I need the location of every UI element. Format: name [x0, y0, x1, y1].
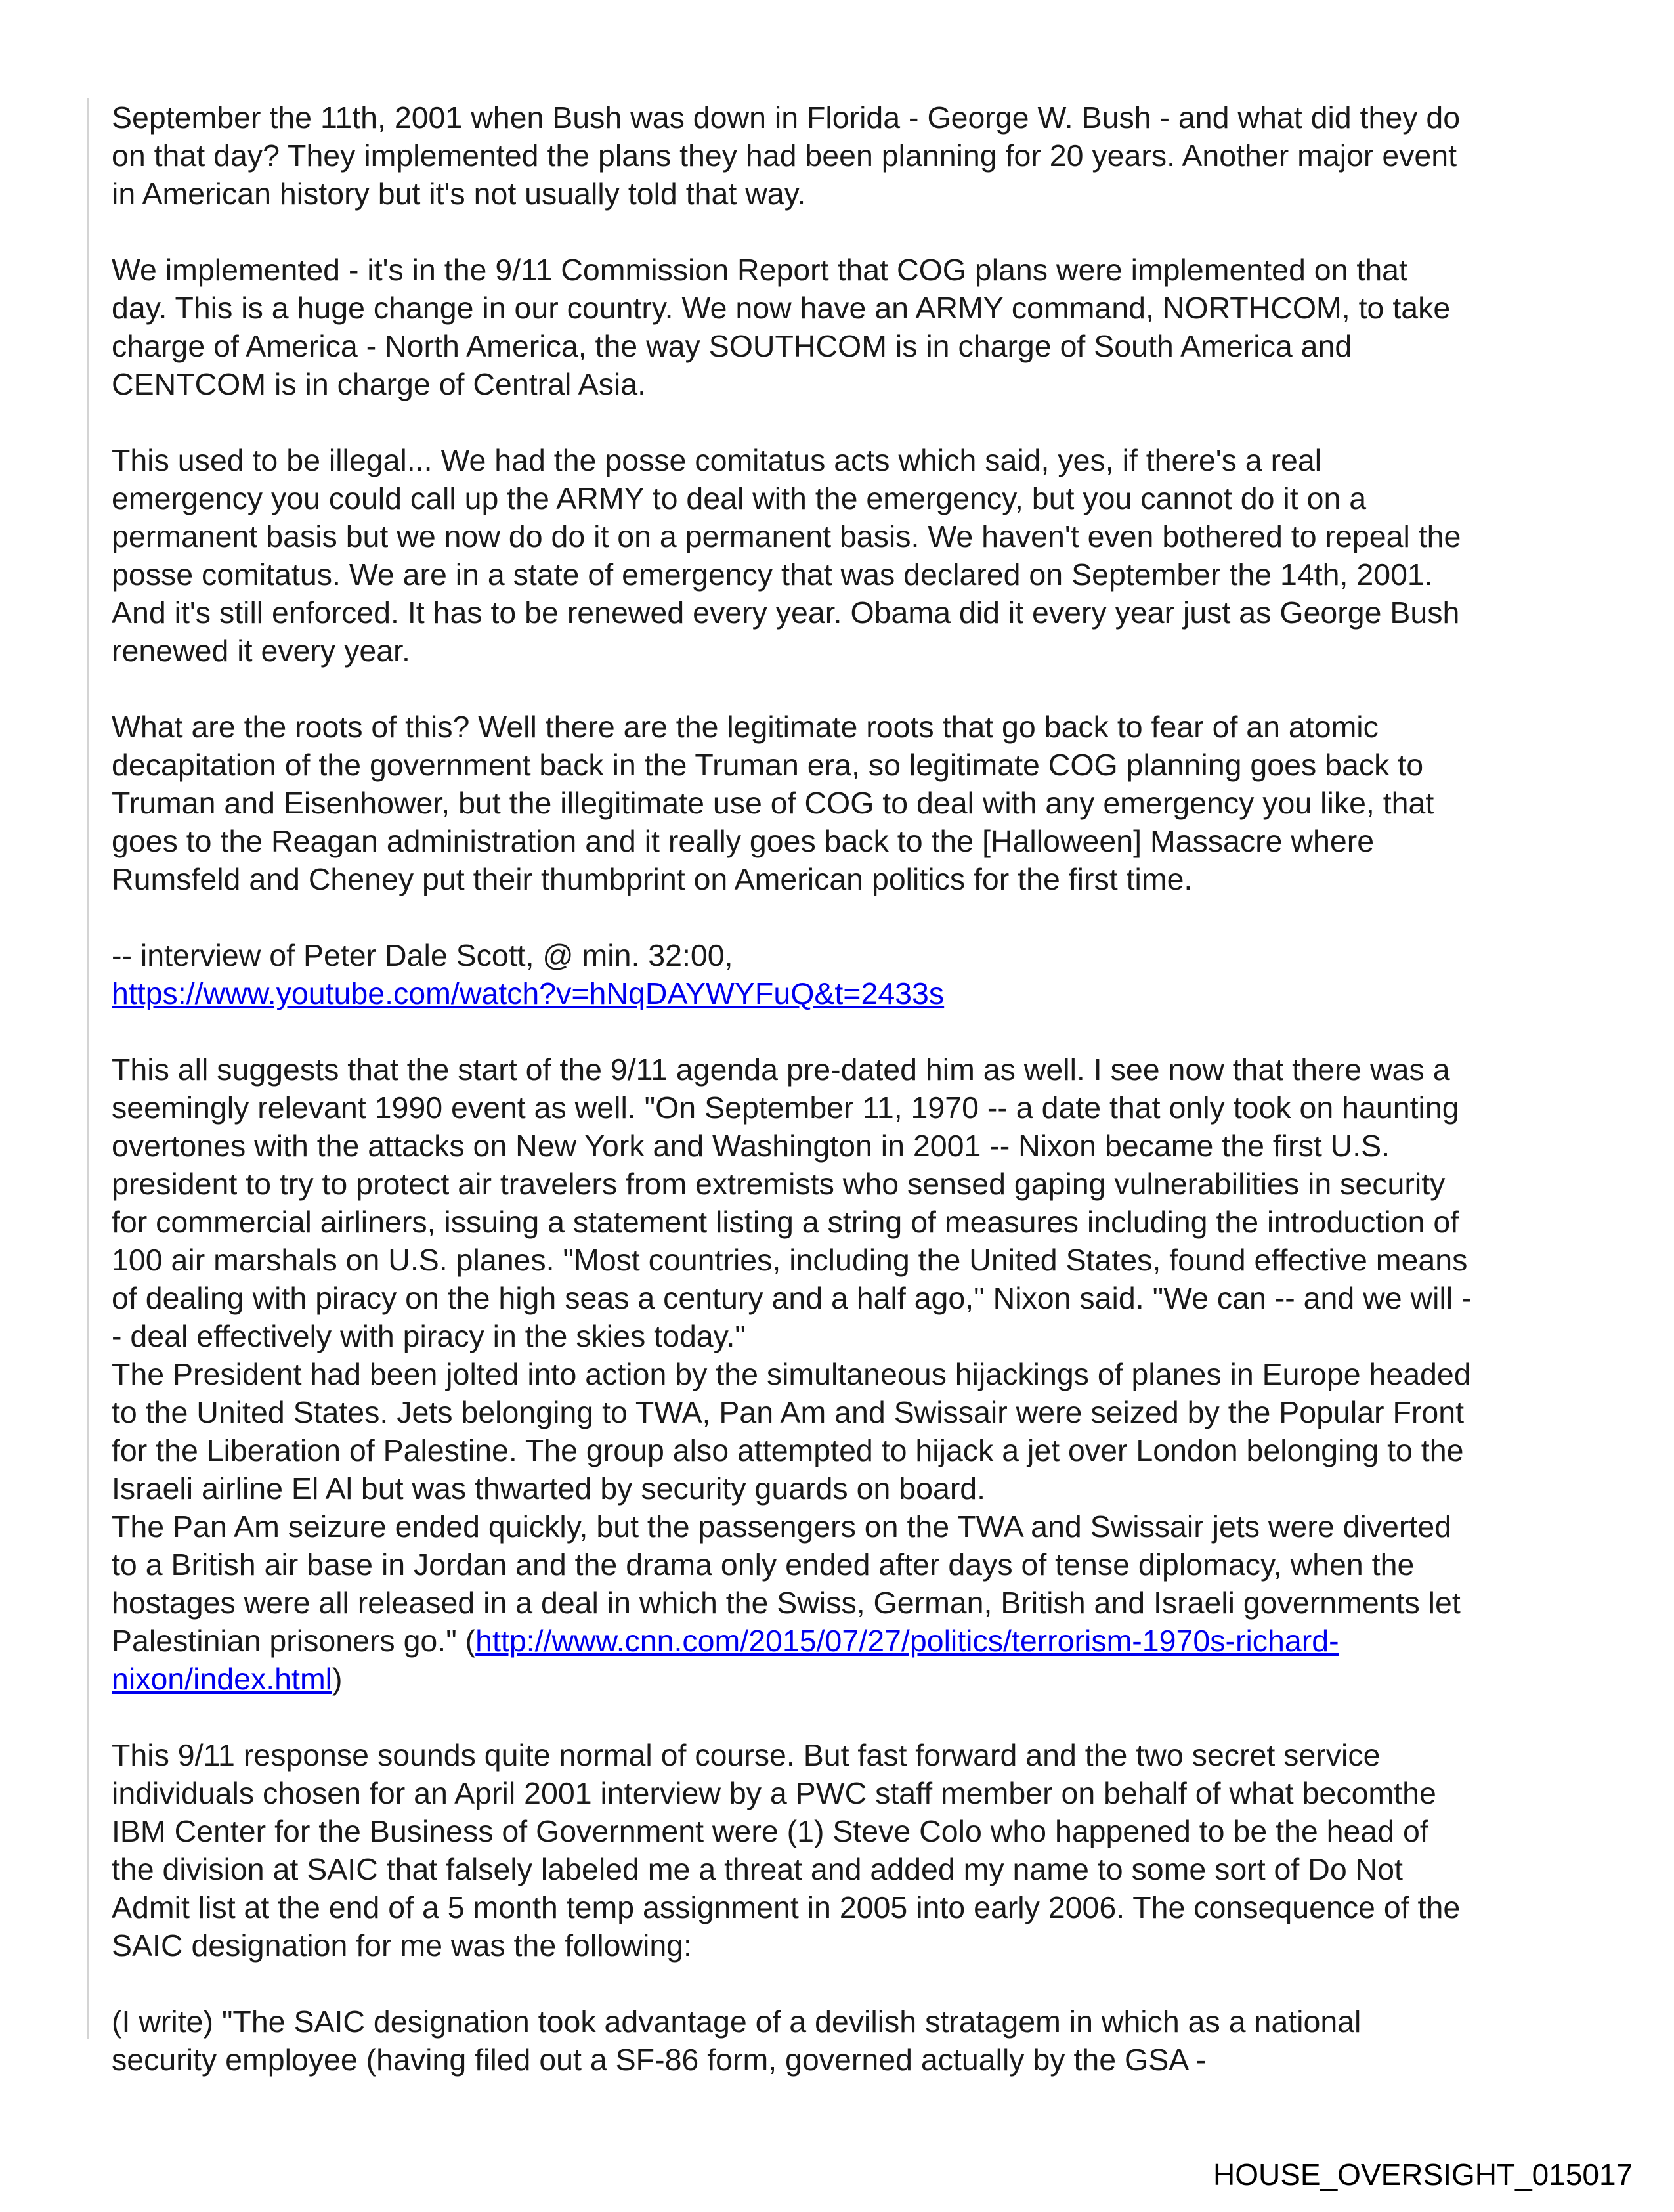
text-line: [112, 555, 1595, 594]
text-run: SAIC designation for me was the following:: [112, 1928, 692, 1963]
text-line: [112, 98, 1595, 137]
text-line: [112, 517, 1595, 555]
text-run: Truman and Eisenhower, but the illegitimate use of COG to deal with any emergency you like, that: [112, 786, 1434, 820]
paragraph: [112, 1736, 1595, 1964]
text-run: - deal effectively with piracy in the skies today.": [112, 1319, 746, 1353]
text-line: [112, 1736, 1595, 1774]
text-line: [112, 2041, 1595, 2079]
text-line: [112, 1051, 1595, 1089]
paragraph-spacer: [112, 403, 1595, 441]
text-line: [112, 822, 1595, 860]
paragraph: [112, 441, 1595, 670]
text-run: emergency you could call up the ARMY to deal with the emergency, but you cannot do it on a: [112, 481, 1367, 515]
text-run: We implemented - it's in the 9/11 Commission Report that COG plans were implemented on that: [112, 253, 1407, 287]
text-run: What are the roots of this? Well there are the legitimate roots that go back to fear of an atomic: [112, 710, 1379, 744]
text-line: [112, 1127, 1595, 1165]
text-run: decapitation of the government back in the Truman era, so legitimate COG planning goes back to: [112, 748, 1424, 782]
text-run: in American history but it's not usually told that way.: [112, 177, 806, 211]
text-line: [112, 1812, 1595, 1850]
text-line: [112, 1241, 1595, 1279]
text-line: [112, 974, 1595, 1012]
text-run: hostages were all released in a deal in which the Swiss, German, British and Israeli governments let: [112, 1586, 1461, 1620]
text-run: for the Liberation of Palestine. The group also attempted to hijack a jet over London belonging to the: [112, 1433, 1464, 1467]
text-run: -- interview of Peter Dale Scott, @ min. 32:00,: [112, 938, 733, 972]
text-run: security employee (having filed out a SF-86 form, governed actually by the GSA -: [112, 2043, 1207, 2077]
text-run: renewed it every year.: [112, 634, 410, 668]
text-line: [112, 1660, 1595, 1698]
text-run: goes to the Reagan administration and it really goes back to the [Halloween] Massacre where: [112, 824, 1375, 858]
text-run: posse comitatus. We are in a state of emergency that was declared on September the 14th, 2001.: [112, 557, 1433, 592]
text-run: (I write) "The SAIC designation took advantage of a devilish stratagem in which as a national: [112, 2005, 1362, 2039]
paragraph-spacer: [112, 213, 1595, 251]
text-line: [112, 479, 1595, 517]
text-run: The Pan Am seizure ended quickly, but the passengers on the TWA and Swissair jets were diverted: [112, 1509, 1452, 1544]
text-line: [112, 1774, 1595, 1812]
paragraph: [112, 2003, 1595, 2079]
text-line: [112, 1546, 1595, 1584]
paragraph: [112, 936, 1595, 1012]
text-line: [112, 1622, 1595, 1660]
text-run: The President had been jolted into action by the simultaneous hijackings of planes in Europe headed: [112, 1357, 1471, 1391]
text-line: [112, 784, 1595, 822]
hyperlink[interactable]: http://www.cnn.com/2015/07/27/politics/terrorism-1970s-richard-: [475, 1624, 1339, 1658]
text-line: [112, 441, 1595, 479]
text-run: individuals chosen for an April 2001 interview by a PWC staff member on behalf of what becomthe: [112, 1776, 1436, 1810]
text-run: president to try to protect air travelers from extremists who sensed gaping vulnerabilities in security: [112, 1167, 1446, 1201]
text-run: of dealing with piracy on the high seas a century and a half ago," Nixon said. "We can -- and we will -: [112, 1281, 1472, 1315]
hyperlink[interactable]: nixon/index.html: [112, 1662, 333, 1696]
text-run: for commercial airliners, issuing a statement listing a string of measures including the introduction of: [112, 1205, 1459, 1239]
text-line: [112, 860, 1595, 898]
text-line: [112, 327, 1595, 365]
paragraph: [112, 98, 1595, 213]
text-line: [112, 1279, 1595, 1317]
text-run: overtones with the attacks on New York and Washington in 2001 -- Nixon became the first U.S.: [112, 1129, 1390, 1163]
paragraph: [112, 251, 1595, 403]
text-line: [112, 1850, 1595, 1888]
text-run: Palestinian prisoners go." (: [112, 1624, 476, 1658]
text-run: This 9/11 response sounds quite normal of course. But fast forward and the two secret service: [112, 1738, 1381, 1772]
text-run: Rumsfeld and Cheney put their thumbprint on American politics for the first time.: [112, 862, 1193, 896]
bates-number: HOUSE_OVERSIGHT_015017: [1213, 2158, 1633, 2192]
text-line: [112, 708, 1595, 746]
paragraph: [112, 708, 1595, 898]
text-line: [112, 632, 1595, 670]
text-line: [112, 1393, 1595, 1431]
paragraph-spacer: [112, 1964, 1595, 2003]
text-line: [112, 1317, 1595, 1355]
text-line: [112, 746, 1595, 784]
text-line: [112, 594, 1595, 632]
text-run: 100 air marshals on U.S. planes. "Most countries, including the United States, found effective means: [112, 1243, 1468, 1277]
text-run: day. This is a huge change in our country. We now have an ARMY command, NORTHCOM, to take: [112, 291, 1451, 325]
text-run: the division at SAIC that falsely labeled me a threat and added my name to some sort of Do Not: [112, 1852, 1403, 1886]
paragraph-spacer: [112, 670, 1595, 708]
text-run: Admit list at the end of a 5 month temp assignment in 2005 into early 2006. The consequence of the: [112, 1890, 1461, 1924]
text-run: And it's still enforced. It has to be renewed every year. Obama did it every year just as George Bush: [112, 596, 1460, 630]
text-line: [112, 175, 1595, 213]
text-line: [112, 1469, 1595, 1507]
text-line: [112, 289, 1595, 327]
paragraph-spacer: [112, 898, 1595, 936]
text-run: to a British air base in Jordan and the drama only ended after days of tense diplomacy, when the: [112, 1548, 1415, 1582]
text-line: [112, 137, 1595, 175]
text-run: IBM Center for the Business of Government were (1) Steve Colo who happened to be the head of: [112, 1814, 1428, 1848]
text-line: [112, 1089, 1595, 1127]
text-run: This used to be illegal... We had the posse comitatus acts which said, yes, if there's a real: [112, 443, 1322, 477]
text-line: [112, 1203, 1595, 1241]
text-line: [112, 251, 1595, 289]
text-run: September the 11th, 2001 when Bush was down in Florida - George W. Bush - and what did they do: [112, 100, 1461, 135]
text-run: to the United States. Jets belonging to TWA, Pan Am and Swissair were seized by the Popular Front: [112, 1395, 1464, 1429]
text-line: [112, 2003, 1595, 2041]
text-run: on that day? They implemented the plans they had been planning for 20 years. Another major event: [112, 139, 1457, 173]
text-line: [112, 365, 1595, 403]
text-line: [112, 1584, 1595, 1622]
text-run: Israeli airline El Al but was thwarted by security guards on board.: [112, 1471, 986, 1506]
text-line: [112, 936, 1595, 974]
paragraph-spacer: [112, 1012, 1595, 1051]
margin-rule: [87, 98, 89, 2039]
paragraph-spacer: [112, 1698, 1595, 1736]
document-body: [112, 98, 1595, 2079]
text-line: [112, 1355, 1595, 1393]
text-run: This all suggests that the start of the 9/11 agenda pre-dated him as well. I see now that there was a: [112, 1052, 1450, 1087]
text-line: [112, 1431, 1595, 1469]
text-run: permanent basis but we now do do it on a permanent basis. We haven't even bothered to repeal the: [112, 519, 1461, 553]
hyperlink[interactable]: https://www.youtube.com/watch?v=hNqDAYWYFuQ&t=2433s: [112, 976, 945, 1010]
text-line: [112, 1165, 1595, 1203]
paragraph: [112, 1051, 1595, 1698]
text-line: [112, 1926, 1595, 1964]
text-run: charge of America - North America, the way SOUTHCOM is in charge of South America and: [112, 329, 1352, 363]
text-run: seemingly relevant 1990 event as well. "On September 11, 1970 -- a date that only took on haunting: [112, 1091, 1459, 1125]
text-line: [112, 1507, 1595, 1546]
text-run: ): [332, 1662, 343, 1696]
text-run: CENTCOM is in charge of Central Asia.: [112, 367, 647, 401]
text-line: [112, 1888, 1595, 1926]
